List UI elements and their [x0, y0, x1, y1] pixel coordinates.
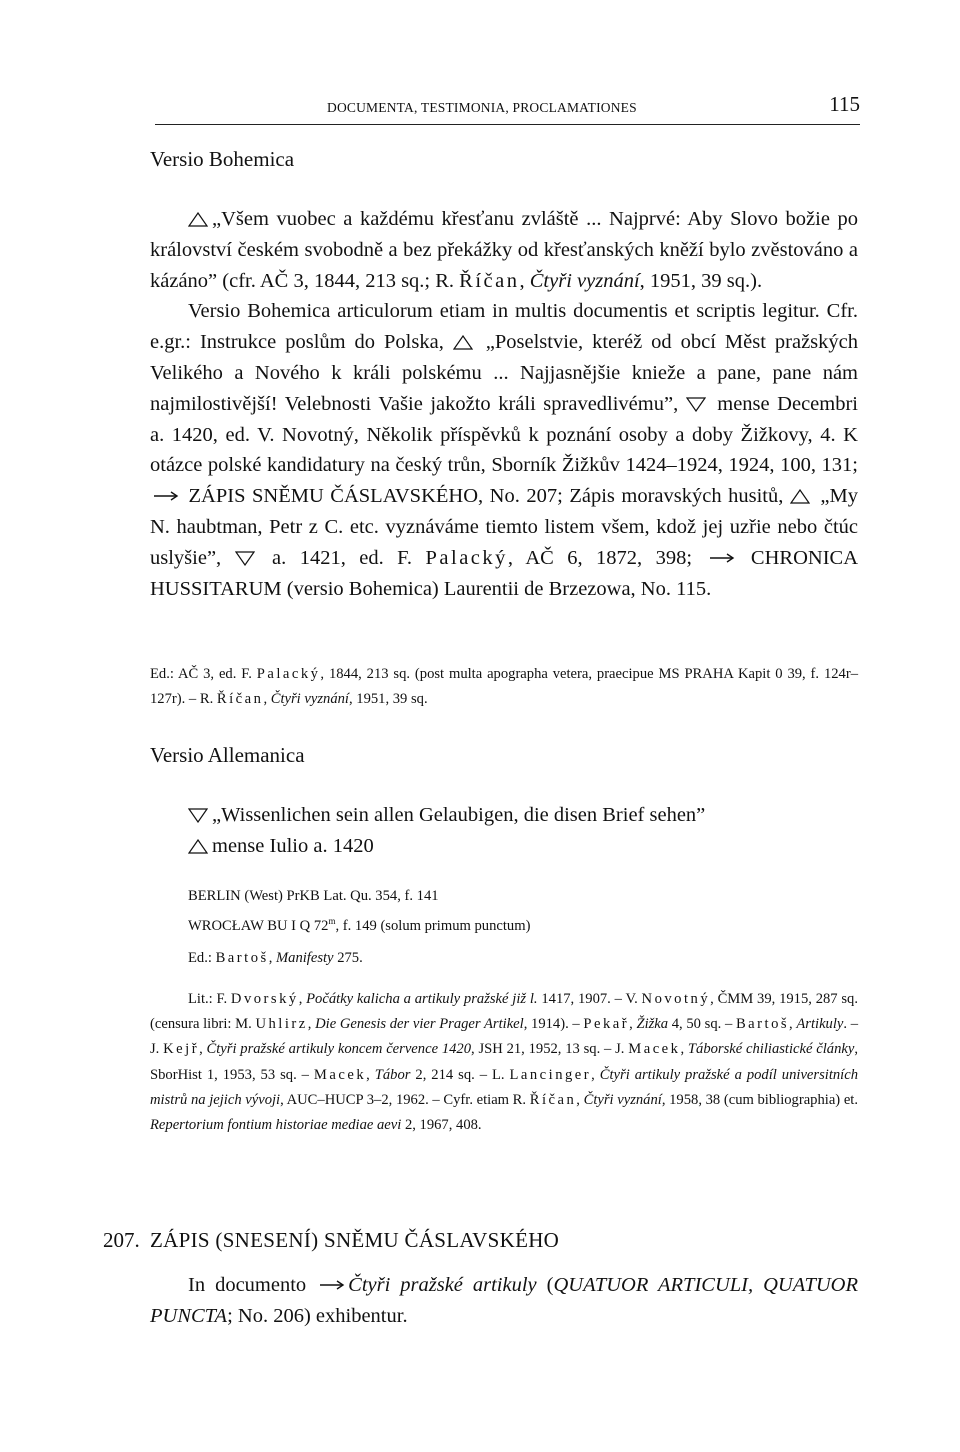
literature-note: [150, 987, 858, 1138]
edition-note: Ed.: Bartoš, Manifesty 275.: [188, 950, 363, 967]
running-head: [155, 92, 860, 125]
section-number: 207.: [103, 1228, 140, 1252]
author-name: Říčan: [216, 691, 264, 708]
manuscript-item: BERLIN (West) PrKB Lat. Qu. 354, f. 141: [188, 888, 439, 904]
incipit-paragraph: „Všem vuobec a každému křesťanu zvláště ... Najprvé: Aby Slovo božie po království českém svobodně a bez překážky od křesťanských kněží bylo zvěstováno a kázáno” (cfr. AČ 3, 1844, 213 sq.; R. Říčan, Čtyři vyznání, 1951, 39 sq.).: [150, 208, 858, 292]
book-title: Manifesty: [275, 950, 334, 967]
cross-reference-paragraph: In documento Čtyři pražské artikuly (QUATUOR ARTICULI, QUATUOR PUNCTA; No. 206) exhibentur.: [150, 1274, 858, 1327]
author-name: Palacký: [256, 666, 321, 682]
sources-paragraph: Versio Bohemica articulorum etiam in multis documentis et scriptis legitur. Cfr. e.gr.: Instrukce poslům do Polska, „Poselstvie, kteréž od obcí Měst pražských Velikého a Nového k králi polskému ... Najjasnějšie knieže a pane, pane nám najmilostivější! Velebnosti Vašie jakožto králi spravedlivému”, mense Decembri a. 1420, ed. V. Novotný, Několik příspěvků k poznání osoby a doby Žižkovy, 4. K otázce polské kandidatury na český trůn, Sborník Žižkův 1424–1924, 1924, 100, 131; ZÁPIS SNĚMU ČÁSLAVSKÉHO, No. 207; Zápis moravských husitů, „My N. haubtman, Petr z C. etc. vyznáváme tiemto listem všem, kdož jej uzřie nebo čtúc uslyšie”, a. 1421, ed. F. Palacký, AČ 6, 1872, 398; CHRONICA HUSSITARUM (versio Bohemica) Laurentii de Brzezowa, No. 115.: [150, 300, 859, 600]
incipit-line: „Wissenlichen sein allen Gelaubigen, die disen Brief sehen”: [150, 800, 858, 831]
author-name: Bartoš: [215, 950, 269, 967]
book-title: Čtyři vyznání: [529, 269, 640, 292]
manuscript-item: WROCŁAW BU I Q 72$^m$, f. 149 (solum primum punctum): [188, 916, 531, 935]
author-name: Říčan: [459, 269, 520, 292]
book-title: Čtyři vyznání: [270, 691, 349, 708]
triangle-up-icon: [453, 335, 475, 349]
versio-bohemica-body: [150, 204, 858, 604]
arrow-right-icon: [152, 490, 180, 502]
literature-paragraph: Lit.: F. Dvorský, Počátky kalicha a artikuly pražské již l. 1417, 1907. – V. Novotný, ČMM 39, 1915, 287 sq. (censura libri: M. Uhlirz, Die Genesis der vier Prager Artikel, 1914). – Pekař, Žižka 4, 50 sq. – Bartoš, Artikuly. – J. Kejř, Čtyři pražské artikuly koncem července 1420, JSH 21, 1952, 13 sq. – J. Macek, Táborské chiliastické články, SborHist 1, 1953, 53 sq. – Macek, Tábor 2, 214 sq. – L. Lancinger, Čtyři artikuly pražské a podíl universitních mistrů na jejich vývoji, AUC–HUCP 3–2, 1962. – Cyfr. etiam R. Říčan, Čtyři vyznání, 1958, 38 (cum bibliographia) et. Repertorium fontium historiae mediae aevi 2, 1967, 408.: [150, 991, 859, 1134]
section-207-body: [150, 1270, 858, 1332]
arrow-right-icon: [318, 1279, 346, 1291]
arrow-right-icon: [708, 552, 736, 564]
heading-versio-bohemica: Versio Bohemica: [150, 147, 295, 171]
edition-note: Ed.: AČ 3, ed. F. Palacký, 1844, 213 sq. (post multa apographa vetera, praecipue MS PRAHA Kapit 0 39, f. 124r–127r). – R. Říčan, Čtyři vyznání, 1951, 39 sq.: [150, 666, 858, 708]
triangle-up-icon: [188, 212, 210, 226]
triangle-up-icon: [188, 839, 210, 853]
triangle-up-icon: [790, 489, 812, 503]
versio-bohemica-edition: [150, 662, 858, 712]
manuscripts-list: [188, 884, 858, 971]
heading-versio-allemanica: Versio Allemanica: [150, 743, 305, 767]
triangle-down-icon: [235, 551, 257, 565]
versio-allemanica-body: [150, 800, 858, 862]
running-title: DOCUMENTA, TESTIMONIA, PROCLAMATIONES: [327, 100, 637, 115]
explicit-line: mense Iulio a. 1420: [150, 831, 858, 862]
page-number: 115: [829, 92, 860, 116]
triangle-down-icon: [686, 397, 708, 411]
section-title: ZÁPIS (SNESENÍ) SNĚMU ČÁSLAVSKÉHO: [150, 1228, 560, 1252]
triangle-down-icon: [188, 808, 210, 822]
author-name: Palacký: [425, 546, 508, 569]
